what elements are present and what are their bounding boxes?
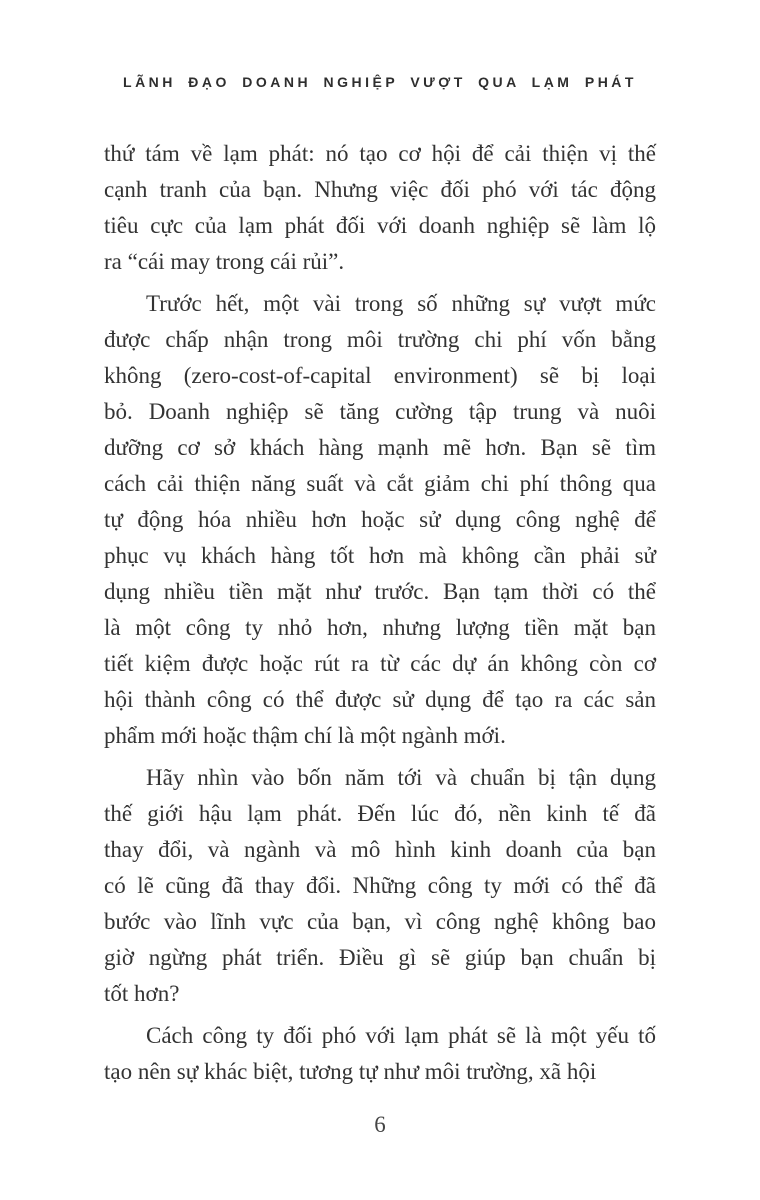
text-line: là một công ty nhỏ hơn, nhưng lượng tiền mặt bạn: [104, 615, 656, 640]
text-line: không (zero-cost-of-capital environment) sẽ bị loại: [104, 363, 656, 388]
text-body: [104, 136, 656, 1096]
text-line: hội thành công có thể được sử dụng để tạo ra các sản: [104, 687, 656, 712]
text-line: phẩm mới hoặc thậm chí là một ngành mới.: [104, 723, 506, 748]
text-line: Trước hết, một vài trong số những sự vượt mức: [146, 291, 656, 316]
text-line: tạo nên sự khác biệt, tương tự như môi trường, xã hội: [104, 1059, 597, 1084]
text-line: tiết kiệm được hoặc rút ra từ các dự án không còn cơ: [104, 651, 656, 676]
text-line: giờ ngừng phát triển. Điều gì sẽ giúp bạn chuẩn bị: [104, 945, 656, 970]
text-line: phục vụ khách hàng tốt hơn mà không cần phải sử: [104, 543, 656, 568]
text-line: thay đổi, và ngành và mô hình kinh doanh của bạn: [104, 837, 656, 862]
paragraph: [104, 286, 656, 754]
text-line: cách cải thiện năng suất và cắt giảm chi phí thông qua: [104, 471, 656, 496]
text-line: tốt hơn?: [104, 981, 180, 1006]
text-line: Hãy nhìn vào bốn năm tới và chuẩn bị tận dụng: [146, 765, 656, 790]
paragraph: [104, 1018, 656, 1090]
text-line: cạnh tranh của bạn. Nhưng việc đối phó với tác động: [104, 177, 656, 202]
text-line: có lẽ cũng đã thay đổi. Những công ty mới có thể đã: [104, 873, 656, 898]
paragraph: [104, 136, 656, 280]
text-line: tự động hóa nhiều hơn hoặc sử dụng công nghệ để: [104, 507, 656, 532]
paragraph: [104, 760, 656, 1012]
page-number: 6: [374, 1112, 386, 1137]
text-line: bỏ. Doanh nghiệp sẽ tăng cường tập trung và nuôi: [104, 399, 656, 424]
text-line: dưỡng cơ sở khách hàng mạnh mẽ hơn. Bạn sẽ tìm: [104, 435, 656, 460]
text-line: Cách công ty đối phó với lạm phát sẽ là một yếu tố: [146, 1023, 656, 1048]
text-line: bước vào lĩnh vực của bạn, vì công nghệ không bao: [104, 909, 656, 934]
text-line: dụng nhiều tiền mặt như trước. Bạn tạm thời có thể: [104, 579, 656, 604]
text-line: thế giới hậu lạm phát. Đến lúc đó, nền kinh tế đã: [104, 801, 656, 826]
text-line: tiêu cực của lạm phát đối với doanh nghiệp sẽ làm lộ: [104, 213, 656, 238]
text-line: thứ tám về lạm phát: nó tạo cơ hội để cải thiện vị thế: [104, 141, 656, 166]
running-header: LÃNH ĐẠO DOANH NGHIỆP VƯỢT QUA LẠM PHÁT: [123, 74, 637, 90]
text-line: ra “cái may trong cái rủi”.: [104, 249, 345, 274]
text-line: được chấp nhận trong môi trường chi phí vốn bằng: [104, 327, 656, 352]
